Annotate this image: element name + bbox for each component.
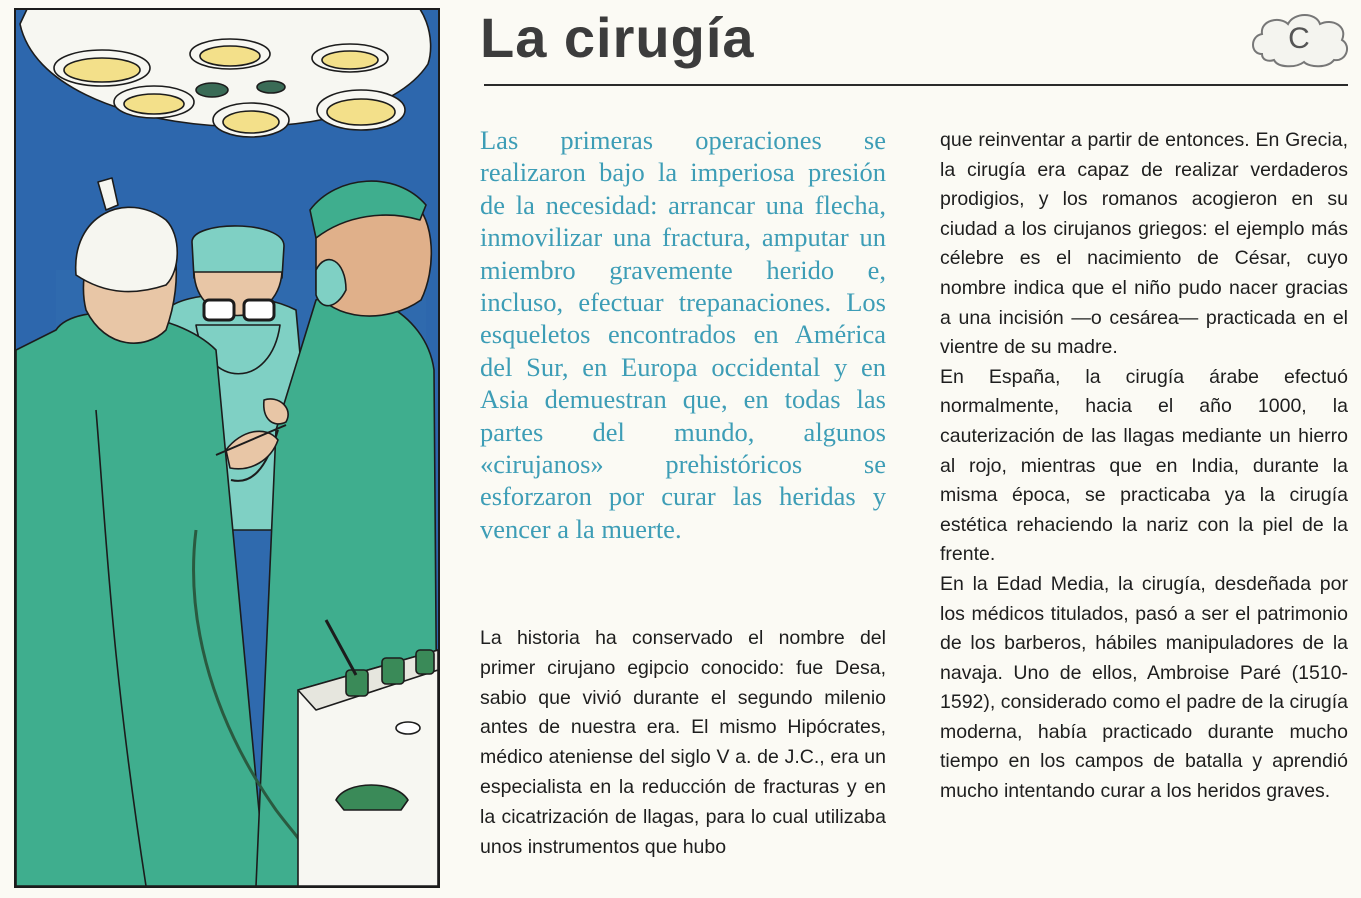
- cloud-letter-c-icon: [1246, 10, 1352, 70]
- page-title: La cirugía: [480, 6, 755, 69]
- badge-letter: C: [1288, 22, 1310, 55]
- body-paragraph: En la Edad Media, la cirugía, desdeñada por los médicos titulados, pasó a ser el patrimonio de los barberos, hábiles manipuladores de la navaja. Uno de ellos, Ambroise Paré (1510-1592), considerado como el padre de la cirugía moderna, había practicado durante mucho tiempo en los campos de batalla y aprendió mucho intentando curar a los heridos graves.: [940, 572, 1348, 803]
- surgery-illustration: [14, 8, 440, 888]
- body-right-column: [940, 126, 1348, 807]
- body-paragraph: En España, la cirugía árabe efectuó normalmente, hacia el año 1000, la cauterización de las llagas mediante un hierro al rojo, mientras que en India, durante la misma época, se practicaba ya la cirugía estética rehaciendo la nariz con la piel de la frente.: [940, 365, 1348, 566]
- body-left-column: La historia ha conservado el nombre del primer cirujano egipcio conocido: fue Desa, sabio que vivió durante el segundo milenio antes de nuestra era. El mismo Hipócrates, médico ateniense del siglo V a. de J.C., era un especialista en la reducción de fracturas y en la cicatrización de llagas, para lo cual utilizaba unos instrumentos que hubo: [480, 627, 886, 858]
- intro-paragraph: Las primeras operaciones se realizaron bajo la imperiosa presión de la necesidad: arrancar una flecha, inmovilizar una fractura, amputar un miembro gravemente herido e, incluso, efectuar trepanaciones. Los esqueletos encontrados en América del Sur, en Europa occidental y en Asia demuestran que, en todas las partes del mundo, algunos «cirujanos» prehistóricos se esforzaron por curar las heridas y vencer a la muerte.: [480, 125, 886, 544]
- body-paragraph: que reinventar a partir de entonces. En Grecia, la cirugía era capaz de realizar verdaderos prodigios, y los romanos acogieron en su ciudad a los cirujanos griegos: el ejemplo más célebre es el nacimiento de César, cuyo nombre indica que el niño pudo nacer gracias a una incisión —o cesárea— practicada en el vientre de su madre.: [940, 129, 1348, 359]
- title-underline-divider: [484, 84, 1348, 86]
